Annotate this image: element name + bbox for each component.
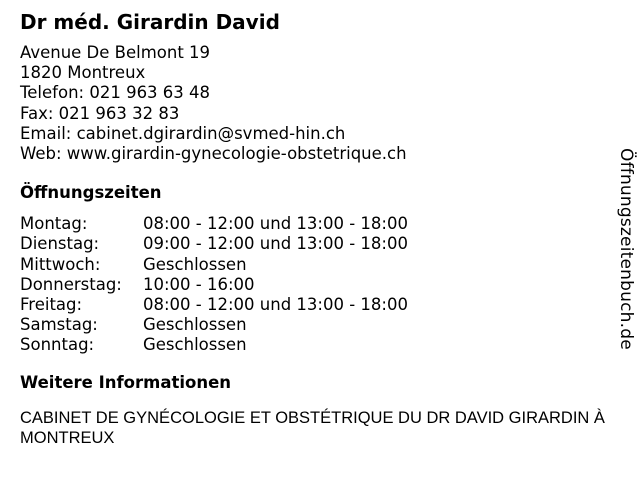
hours-day: Mittwoch: — [20, 254, 101, 274]
hours-time: Geschlossen — [143, 254, 247, 274]
email-line: Email: cabinet.dgirardin@svmed-hin.ch — [20, 123, 346, 143]
hours-time: 09:00 - 12:00 und 13:00 - 18:00 — [143, 234, 408, 254]
street-address: Avenue De Belmont 19 — [20, 43, 211, 62]
hours-row-monday — [20, 214, 620, 234]
hours-day: Samstag: — [20, 315, 98, 335]
brand-watermark — [608, 134, 640, 364]
further-info-text: CABINET DE GYNÉCOLOGIE ET OBSTÉTRIQUE DU DR DAVID GIRARDIN À MONTREUX — [20, 408, 605, 448]
fax-line: Fax: 021 963 32 83 — [20, 103, 180, 123]
hours-row-sunday — [20, 335, 620, 355]
hours-time: 08:00 - 12:00 und 13:00 - 18:00 — [143, 214, 408, 234]
hours-day: Sonntag: — [20, 335, 95, 355]
hours-time: 08:00 - 12:00 und 13:00 - 18:00 — [143, 295, 408, 315]
hours-time: Geschlossen — [143, 335, 247, 355]
hours-day: Dienstag: — [20, 234, 100, 254]
opening-hours-table — [20, 214, 620, 355]
hours-row-thursday — [20, 275, 620, 295]
hours-row-tuesday — [20, 234, 620, 254]
hours-day: Freitag: — [20, 295, 83, 315]
further-info-heading: Weitere Informationen — [20, 372, 232, 392]
hours-day: Donnerstag: — [20, 274, 122, 294]
hours-day: Montag: — [20, 214, 88, 234]
hours-time: 10:00 - 16:00 — [143, 274, 255, 294]
hours-row-wednesday — [20, 255, 620, 275]
hours-time: Geschlossen — [143, 315, 247, 335]
brand-label: Öffnungszeitenbuch.de — [616, 148, 636, 350]
business-card — [20, 10, 620, 449]
web-line: Web: www.girardin-gynecologie-obstetrique.ch — [20, 144, 407, 164]
city-address: 1820 Montreux — [20, 63, 146, 83]
hours-row-saturday — [20, 315, 620, 335]
contact-block — [20, 43, 620, 164]
phone-line: Telefon: 021 963 63 48 — [20, 83, 211, 103]
opening-hours-heading: Öffnungszeiten — [20, 183, 162, 203]
hours-row-friday — [20, 295, 620, 315]
business-name: Dr méd. Girardin David — [20, 10, 280, 34]
